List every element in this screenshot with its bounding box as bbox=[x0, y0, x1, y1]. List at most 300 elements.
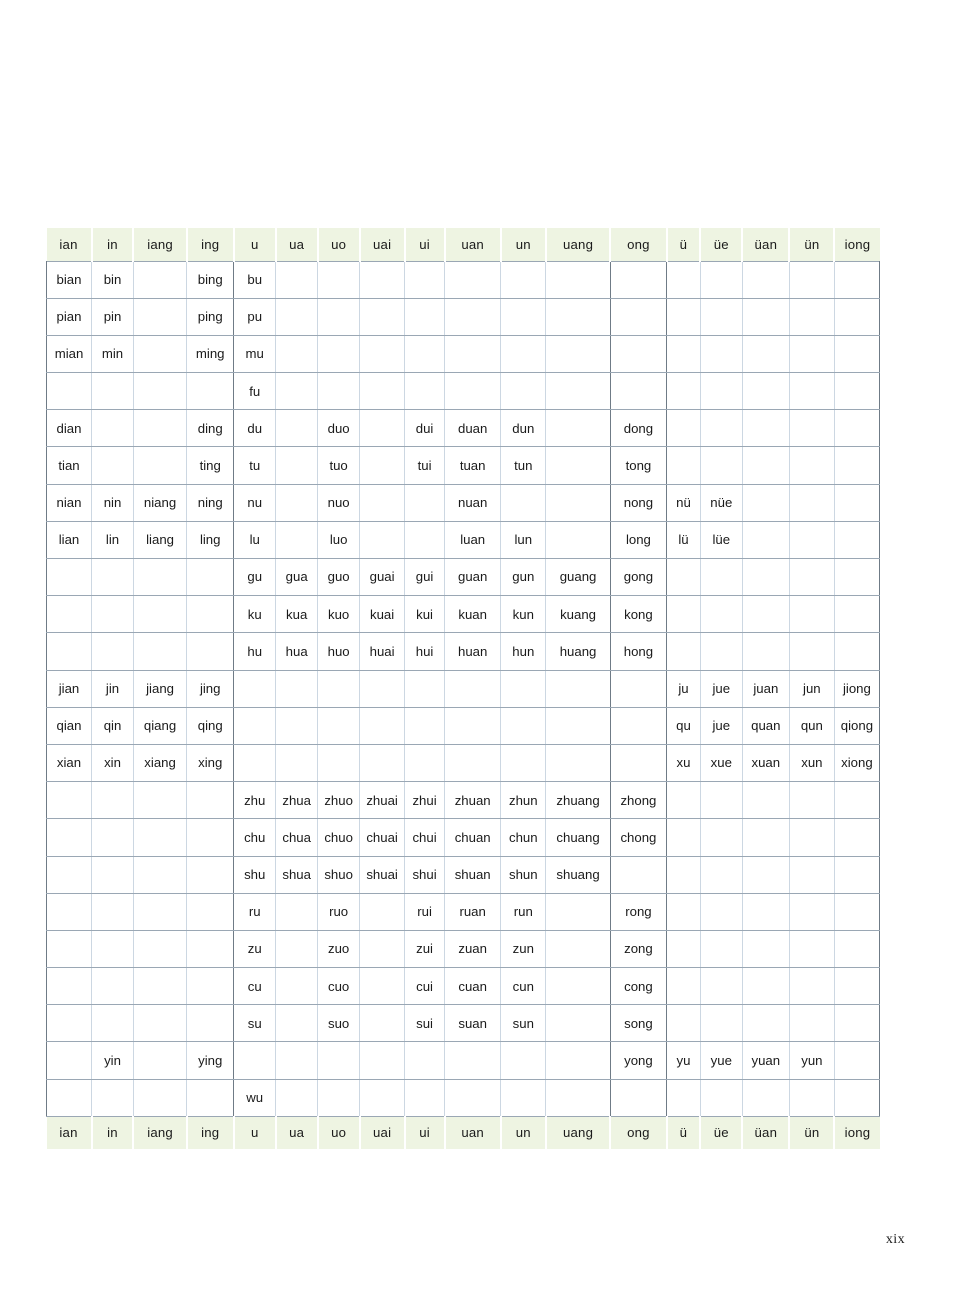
empty-cell bbox=[47, 930, 92, 967]
syllable-cell: lin bbox=[92, 521, 134, 558]
empty-cell bbox=[834, 521, 879, 558]
syllable-cell: yun bbox=[789, 1042, 834, 1079]
table-row bbox=[47, 298, 880, 335]
syllable-cell: jin bbox=[92, 670, 134, 707]
empty-cell bbox=[546, 373, 610, 410]
empty-cell bbox=[276, 521, 318, 558]
empty-cell bbox=[47, 559, 92, 596]
empty-cell bbox=[133, 633, 186, 670]
syllable-cell: chuai bbox=[360, 819, 405, 856]
column-header-ü: ü bbox=[667, 228, 701, 261]
syllable-cell: huang bbox=[546, 633, 610, 670]
column-header-u: u bbox=[234, 1116, 276, 1149]
empty-cell bbox=[546, 893, 610, 930]
empty-cell bbox=[742, 893, 789, 930]
empty-cell bbox=[700, 856, 742, 893]
empty-cell bbox=[789, 1005, 834, 1042]
table-row bbox=[47, 893, 880, 930]
column-header-ü: ü bbox=[667, 1116, 701, 1149]
empty-cell bbox=[318, 298, 360, 335]
empty-cell bbox=[234, 744, 276, 781]
empty-cell bbox=[360, 1079, 405, 1116]
syllable-cell: nong bbox=[610, 484, 666, 521]
syllable-cell: pu bbox=[234, 298, 276, 335]
syllable-cell: cuo bbox=[318, 968, 360, 1005]
empty-cell bbox=[700, 893, 742, 930]
empty-cell bbox=[700, 335, 742, 372]
table-row bbox=[47, 633, 880, 670]
syllable-cell: bing bbox=[187, 261, 234, 298]
empty-cell bbox=[234, 707, 276, 744]
empty-cell bbox=[276, 1079, 318, 1116]
empty-cell bbox=[789, 930, 834, 967]
syllable-cell: shu bbox=[234, 856, 276, 893]
syllable-cell: ku bbox=[234, 596, 276, 633]
column-header-un: un bbox=[501, 228, 546, 261]
empty-cell bbox=[187, 968, 234, 1005]
empty-cell bbox=[742, 335, 789, 372]
empty-cell bbox=[667, 261, 701, 298]
syllable-cell: cuan bbox=[445, 968, 501, 1005]
column-header-ua: ua bbox=[276, 1116, 318, 1149]
header-row-top bbox=[47, 228, 880, 261]
empty-cell bbox=[92, 410, 134, 447]
syllable-cell: hui bbox=[405, 633, 445, 670]
empty-cell bbox=[133, 1005, 186, 1042]
empty-cell bbox=[187, 893, 234, 930]
syllable-cell: nian bbox=[47, 484, 92, 521]
column-header-üan: üan bbox=[742, 1116, 789, 1149]
column-header-ing: ing bbox=[187, 1116, 234, 1149]
table-row bbox=[47, 968, 880, 1005]
empty-cell bbox=[276, 410, 318, 447]
syllable-cell: xian bbox=[47, 744, 92, 781]
empty-cell bbox=[667, 447, 701, 484]
empty-cell bbox=[276, 670, 318, 707]
syllable-cell: qiang bbox=[133, 707, 186, 744]
empty-cell bbox=[742, 819, 789, 856]
empty-cell bbox=[667, 596, 701, 633]
column-header-uai: uai bbox=[360, 228, 405, 261]
empty-cell bbox=[834, 633, 879, 670]
empty-cell bbox=[405, 335, 445, 372]
column-header-uan: uan bbox=[445, 228, 501, 261]
empty-cell bbox=[789, 596, 834, 633]
empty-cell bbox=[445, 1042, 501, 1079]
syllable-cell: chuang bbox=[546, 819, 610, 856]
empty-cell bbox=[360, 707, 405, 744]
empty-cell bbox=[610, 335, 666, 372]
empty-cell bbox=[133, 1042, 186, 1079]
syllable-cell: qing bbox=[187, 707, 234, 744]
column-header-ün: ün bbox=[789, 1116, 834, 1149]
syllable-cell: tong bbox=[610, 447, 666, 484]
empty-cell bbox=[834, 298, 879, 335]
syllable-cell: ruo bbox=[318, 893, 360, 930]
syllable-cell: lu bbox=[234, 521, 276, 558]
empty-cell bbox=[501, 744, 546, 781]
empty-cell bbox=[318, 744, 360, 781]
table-row bbox=[47, 521, 880, 558]
empty-cell bbox=[610, 261, 666, 298]
empty-cell bbox=[667, 1005, 701, 1042]
empty-cell bbox=[92, 596, 134, 633]
empty-cell bbox=[834, 819, 879, 856]
empty-cell bbox=[187, 373, 234, 410]
syllable-cell: pin bbox=[92, 298, 134, 335]
syllable-cell: lüe bbox=[700, 521, 742, 558]
empty-cell bbox=[47, 633, 92, 670]
syllable-cell: nin bbox=[92, 484, 134, 521]
empty-cell bbox=[47, 373, 92, 410]
syllable-cell: zhua bbox=[276, 782, 318, 819]
empty-cell bbox=[700, 410, 742, 447]
empty-cell bbox=[360, 930, 405, 967]
empty-cell bbox=[789, 261, 834, 298]
empty-cell bbox=[834, 1042, 879, 1079]
syllable-cell: long bbox=[610, 521, 666, 558]
syllable-cell: zhuo bbox=[318, 782, 360, 819]
syllable-cell: zuo bbox=[318, 930, 360, 967]
empty-cell bbox=[318, 373, 360, 410]
syllable-cell: zun bbox=[501, 930, 546, 967]
empty-cell bbox=[133, 373, 186, 410]
header-row-bottom bbox=[47, 1116, 880, 1149]
empty-cell bbox=[501, 707, 546, 744]
empty-cell bbox=[92, 1005, 134, 1042]
syllable-cell: kuai bbox=[360, 596, 405, 633]
empty-cell bbox=[187, 782, 234, 819]
syllable-cell: dui bbox=[405, 410, 445, 447]
syllable-cell: lü bbox=[667, 521, 701, 558]
syllable-cell: lian bbox=[47, 521, 92, 558]
empty-cell bbox=[133, 298, 186, 335]
table-body bbox=[47, 261, 880, 1116]
syllable-cell: ling bbox=[187, 521, 234, 558]
syllable-cell: dian bbox=[47, 410, 92, 447]
syllable-cell: xiang bbox=[133, 744, 186, 781]
empty-cell bbox=[700, 819, 742, 856]
column-header-ian: ian bbox=[47, 1116, 92, 1149]
table-row bbox=[47, 782, 880, 819]
syllable-cell: rui bbox=[405, 893, 445, 930]
syllable-cell: kuan bbox=[445, 596, 501, 633]
empty-cell bbox=[700, 373, 742, 410]
empty-cell bbox=[546, 335, 610, 372]
syllable-cell: gong bbox=[610, 559, 666, 596]
empty-cell bbox=[742, 373, 789, 410]
empty-cell bbox=[360, 261, 405, 298]
syllable-cell: nüe bbox=[700, 484, 742, 521]
empty-cell bbox=[667, 633, 701, 670]
empty-cell bbox=[187, 930, 234, 967]
empty-cell bbox=[789, 819, 834, 856]
empty-cell bbox=[92, 930, 134, 967]
empty-cell bbox=[445, 744, 501, 781]
syllable-cell: guai bbox=[360, 559, 405, 596]
syllable-cell: tui bbox=[405, 447, 445, 484]
empty-cell bbox=[318, 1042, 360, 1079]
column-header-ian: ian bbox=[47, 228, 92, 261]
syllable-cell: jing bbox=[187, 670, 234, 707]
empty-cell bbox=[610, 670, 666, 707]
table-row bbox=[47, 447, 880, 484]
syllable-cell: zhun bbox=[501, 782, 546, 819]
syllable-cell: zong bbox=[610, 930, 666, 967]
syllable-cell: kua bbox=[276, 596, 318, 633]
empty-cell bbox=[667, 930, 701, 967]
syllable-cell: chuo bbox=[318, 819, 360, 856]
syllable-cell: zhuai bbox=[360, 782, 405, 819]
empty-cell bbox=[789, 484, 834, 521]
empty-cell bbox=[742, 856, 789, 893]
syllable-cell: kun bbox=[501, 596, 546, 633]
empty-cell bbox=[700, 1079, 742, 1116]
empty-cell bbox=[789, 373, 834, 410]
empty-cell bbox=[187, 1005, 234, 1042]
empty-cell bbox=[700, 782, 742, 819]
empty-cell bbox=[610, 298, 666, 335]
syllable-cell: gun bbox=[501, 559, 546, 596]
syllable-cell: hu bbox=[234, 633, 276, 670]
empty-cell bbox=[360, 1042, 405, 1079]
empty-cell bbox=[834, 893, 879, 930]
empty-cell bbox=[834, 447, 879, 484]
syllable-cell: tun bbox=[501, 447, 546, 484]
empty-cell bbox=[700, 633, 742, 670]
empty-cell bbox=[405, 744, 445, 781]
empty-cell bbox=[405, 707, 445, 744]
syllable-cell: quan bbox=[742, 707, 789, 744]
empty-cell bbox=[276, 744, 318, 781]
column-header-üan: üan bbox=[742, 228, 789, 261]
table-row bbox=[47, 819, 880, 856]
empty-cell bbox=[667, 856, 701, 893]
syllable-cell: bin bbox=[92, 261, 134, 298]
empty-cell bbox=[360, 484, 405, 521]
empty-cell bbox=[445, 298, 501, 335]
empty-cell bbox=[610, 1079, 666, 1116]
empty-cell bbox=[360, 298, 405, 335]
empty-cell bbox=[742, 410, 789, 447]
empty-cell bbox=[742, 261, 789, 298]
empty-cell bbox=[133, 968, 186, 1005]
empty-cell bbox=[92, 893, 134, 930]
empty-cell bbox=[276, 968, 318, 1005]
syllable-cell: gui bbox=[405, 559, 445, 596]
table-row bbox=[47, 670, 880, 707]
empty-cell bbox=[360, 1005, 405, 1042]
empty-cell bbox=[742, 521, 789, 558]
empty-cell bbox=[546, 968, 610, 1005]
syllable-cell: xiong bbox=[834, 744, 879, 781]
empty-cell bbox=[742, 484, 789, 521]
syllable-cell: cun bbox=[501, 968, 546, 1005]
empty-cell bbox=[700, 447, 742, 484]
table-row bbox=[47, 484, 880, 521]
syllable-cell: shun bbox=[501, 856, 546, 893]
empty-cell bbox=[789, 893, 834, 930]
syllable-cell: nü bbox=[667, 484, 701, 521]
empty-cell bbox=[789, 410, 834, 447]
empty-cell bbox=[360, 968, 405, 1005]
syllable-cell: sun bbox=[501, 1005, 546, 1042]
empty-cell bbox=[742, 782, 789, 819]
empty-cell bbox=[834, 410, 879, 447]
syllable-cell: tuo bbox=[318, 447, 360, 484]
column-header-in: in bbox=[92, 228, 134, 261]
table-row bbox=[47, 930, 880, 967]
syllable-cell: shua bbox=[276, 856, 318, 893]
syllable-cell: zhu bbox=[234, 782, 276, 819]
syllable-cell: xun bbox=[789, 744, 834, 781]
empty-cell bbox=[742, 968, 789, 1005]
syllable-cell: mu bbox=[234, 335, 276, 372]
column-header-ua: ua bbox=[276, 228, 318, 261]
empty-cell bbox=[133, 819, 186, 856]
table-row bbox=[47, 1079, 880, 1116]
empty-cell bbox=[834, 782, 879, 819]
empty-cell bbox=[546, 521, 610, 558]
column-header-un: un bbox=[501, 1116, 546, 1149]
empty-cell bbox=[501, 484, 546, 521]
empty-cell bbox=[834, 559, 879, 596]
empty-cell bbox=[667, 410, 701, 447]
empty-cell bbox=[187, 819, 234, 856]
empty-cell bbox=[501, 1079, 546, 1116]
syllable-cell: pian bbox=[47, 298, 92, 335]
empty-cell bbox=[92, 447, 134, 484]
column-header-ui: ui bbox=[405, 228, 445, 261]
syllable-cell: shuai bbox=[360, 856, 405, 893]
empty-cell bbox=[187, 856, 234, 893]
syllable-cell: guo bbox=[318, 559, 360, 596]
syllable-cell: hong bbox=[610, 633, 666, 670]
empty-cell bbox=[276, 1042, 318, 1079]
empty-cell bbox=[700, 968, 742, 1005]
empty-cell bbox=[405, 261, 445, 298]
syllable-cell: guan bbox=[445, 559, 501, 596]
syllable-cell: ming bbox=[187, 335, 234, 372]
column-header-uang: uang bbox=[546, 1116, 610, 1149]
syllable-cell: jian bbox=[47, 670, 92, 707]
syllable-cell: kong bbox=[610, 596, 666, 633]
empty-cell bbox=[501, 1042, 546, 1079]
table-row bbox=[47, 596, 880, 633]
syllable-cell: duan bbox=[445, 410, 501, 447]
empty-cell bbox=[133, 856, 186, 893]
syllable-cell: zhong bbox=[610, 782, 666, 819]
empty-cell bbox=[360, 893, 405, 930]
syllable-cell: du bbox=[234, 410, 276, 447]
empty-cell bbox=[47, 968, 92, 1005]
syllable-cell: lun bbox=[501, 521, 546, 558]
empty-cell bbox=[47, 596, 92, 633]
column-header-ing: ing bbox=[187, 228, 234, 261]
empty-cell bbox=[546, 670, 610, 707]
empty-cell bbox=[133, 261, 186, 298]
empty-cell bbox=[133, 559, 186, 596]
empty-cell bbox=[546, 447, 610, 484]
empty-cell bbox=[187, 596, 234, 633]
empty-cell bbox=[445, 261, 501, 298]
syllable-cell: guang bbox=[546, 559, 610, 596]
syllable-cell: tian bbox=[47, 447, 92, 484]
empty-cell bbox=[501, 335, 546, 372]
syllable-cell: luo bbox=[318, 521, 360, 558]
syllable-cell: chong bbox=[610, 819, 666, 856]
syllable-cell: tuan bbox=[445, 447, 501, 484]
empty-cell bbox=[546, 744, 610, 781]
syllable-cell: jun bbox=[789, 670, 834, 707]
syllable-cell: ju bbox=[667, 670, 701, 707]
syllable-cell: xing bbox=[187, 744, 234, 781]
syllable-cell: ru bbox=[234, 893, 276, 930]
empty-cell bbox=[667, 298, 701, 335]
syllable-cell: bu bbox=[234, 261, 276, 298]
empty-cell bbox=[546, 1079, 610, 1116]
empty-cell bbox=[133, 335, 186, 372]
empty-cell bbox=[133, 930, 186, 967]
syllable-cell: yin bbox=[92, 1042, 134, 1079]
empty-cell bbox=[700, 559, 742, 596]
empty-cell bbox=[445, 1079, 501, 1116]
empty-cell bbox=[318, 261, 360, 298]
syllable-cell: chun bbox=[501, 819, 546, 856]
syllable-cell: duo bbox=[318, 410, 360, 447]
empty-cell bbox=[789, 856, 834, 893]
empty-cell bbox=[789, 335, 834, 372]
empty-cell bbox=[834, 968, 879, 1005]
empty-cell bbox=[700, 298, 742, 335]
syllable-cell: ping bbox=[187, 298, 234, 335]
empty-cell bbox=[187, 1079, 234, 1116]
empty-cell bbox=[742, 1079, 789, 1116]
empty-cell bbox=[667, 968, 701, 1005]
syllable-cell: bian bbox=[47, 261, 92, 298]
syllable-cell: chu bbox=[234, 819, 276, 856]
column-header-uai: uai bbox=[360, 1116, 405, 1149]
empty-cell bbox=[47, 893, 92, 930]
syllable-cell: chua bbox=[276, 819, 318, 856]
empty-cell bbox=[360, 447, 405, 484]
column-header-in: in bbox=[92, 1116, 134, 1149]
syllable-cell: su bbox=[234, 1005, 276, 1042]
syllable-cell: jiang bbox=[133, 670, 186, 707]
empty-cell bbox=[834, 335, 879, 372]
column-header-uo: uo bbox=[318, 1116, 360, 1149]
empty-cell bbox=[360, 670, 405, 707]
empty-cell bbox=[501, 261, 546, 298]
column-header-u: u bbox=[234, 228, 276, 261]
column-header-üe: üe bbox=[700, 1116, 742, 1149]
table-row bbox=[47, 410, 880, 447]
table-header-top bbox=[47, 228, 880, 261]
empty-cell bbox=[501, 670, 546, 707]
empty-cell bbox=[742, 298, 789, 335]
table-row bbox=[47, 856, 880, 893]
syllable-cell: yu bbox=[667, 1042, 701, 1079]
syllable-cell: ding bbox=[187, 410, 234, 447]
empty-cell bbox=[276, 930, 318, 967]
empty-cell bbox=[501, 373, 546, 410]
syllable-cell: zhui bbox=[405, 782, 445, 819]
empty-cell bbox=[667, 559, 701, 596]
empty-cell bbox=[834, 930, 879, 967]
syllable-cell: liang bbox=[133, 521, 186, 558]
empty-cell bbox=[360, 744, 405, 781]
column-header-iang: iang bbox=[133, 228, 186, 261]
